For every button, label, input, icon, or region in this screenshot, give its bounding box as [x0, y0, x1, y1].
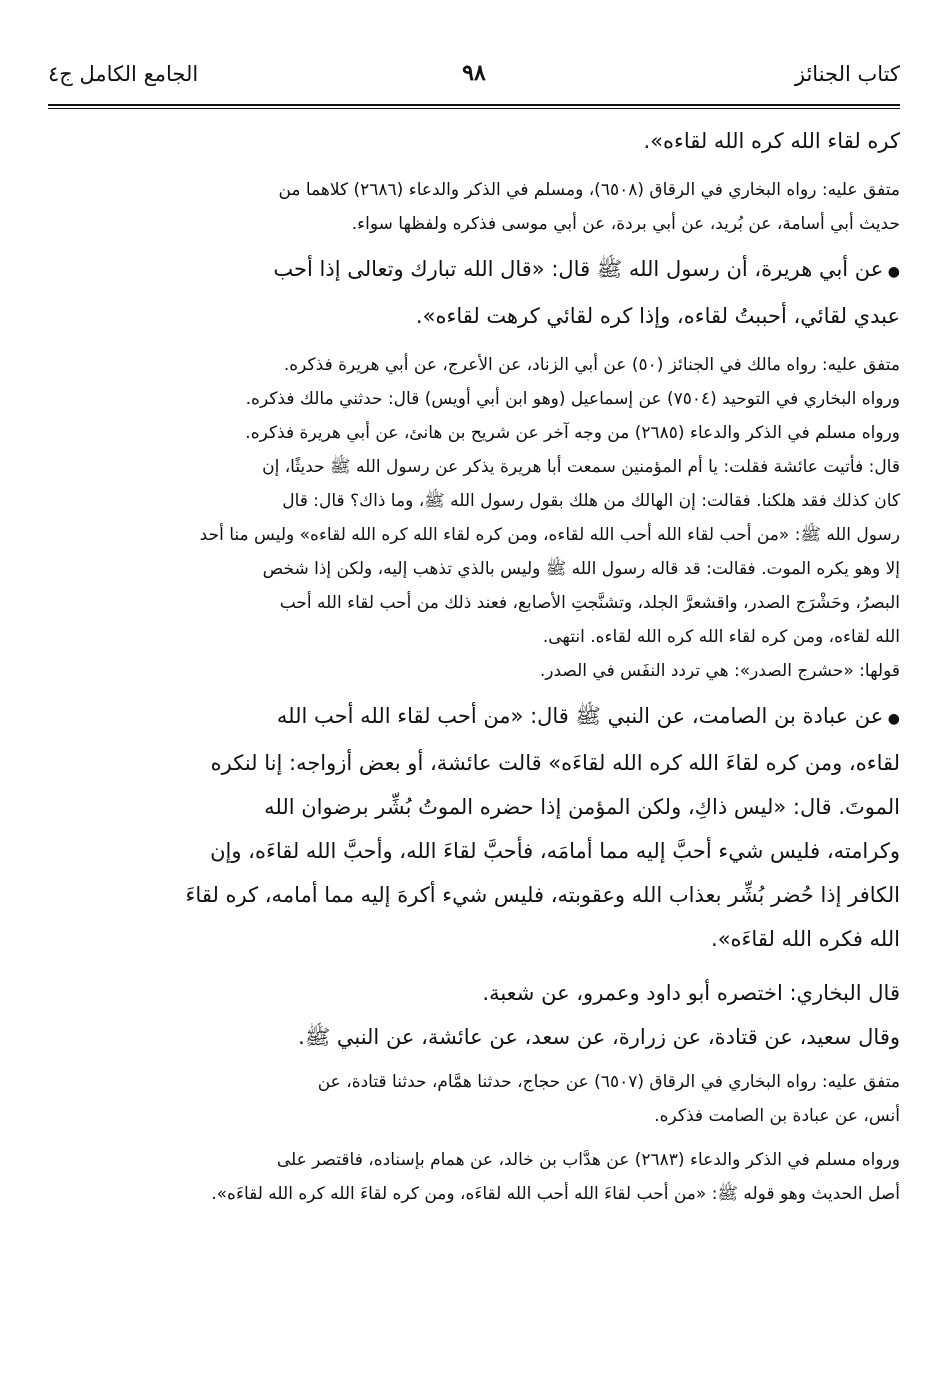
text-line: كان كذلك فقد هلكنا. فقالت: إن الهالك من هلك بقول رسول الله ﷺ، وما ذاك؟ قال: قال [282, 491, 900, 511]
text-line: متفق عليه: رواه مالك في الجنائز (٥٠) عن أبي الزناد، عن الأعرج، عن أبي هريرة فذكره. [283, 355, 900, 375]
book-title: الجامع الكامل ج٤ [48, 62, 199, 86]
text-line: الله لقاءه، ومن كره لقاء الله كره الله لقاءه. انتهى. [542, 627, 900, 647]
text-line: قولها: «حشرج الصدر»: هي تردد النفَس في الصدر. [539, 661, 900, 681]
text-line: قال البخاري: اختصره أبو داود وعمرو، عن شعبة. [482, 981, 900, 1005]
page-body [48, 119, 900, 1211]
running-header [48, 52, 900, 102]
text-line: قال: فأتيت عائشة فقلت: يا أم المؤمنين سمعت أبا هريرة يذكر عن رسول الله ﷺ حديثًا، إن [262, 457, 900, 477]
chapter-title: كتاب الجنائز [794, 62, 900, 86]
page-number: ٩٨ [462, 60, 486, 86]
text-line: عبدي لقائي، أحببتُ لقاءه، وإذا كره لقائي كرهت لقاءه». [415, 304, 900, 328]
text-line: وقال سعيد، عن قتادة، عن زرارة، عن سعد، عن عائشة، عن النبي ﷺ. [298, 1025, 900, 1049]
text-line: الموتَ. قال: «ليس ذاكِ، ولكن المؤمن إذا حضره الموتُ بُشِّر برضوان الله [264, 795, 900, 819]
text-line: أنس، عن عبادة بن الصامت فذكره. [654, 1106, 900, 1126]
text-paragraph [48, 694, 900, 961]
text-line: أصل الحديث وهو قوله ﷺ: «من أحب لقاءَ الله أحب الله لقاءَه، ومن كره لقاءَ الله كره الله لقاءَه». [211, 1184, 900, 1204]
text-line: كره لقاء الله كره الله لقاءه». [643, 129, 900, 153]
footnote-paragraph [48, 348, 900, 688]
text-line: البصرُ، وحَشْرَج الصدر، واقشعرَّ الجلد، وتشنَّجتِ الأصابع، فعند ذلك من أحب لقاء الله أحب [279, 593, 900, 613]
text-line: ● عن أبي هريرة، أن رسول الله ﷺ قال: «قال الله تبارك وتعالى إذا أحب [48, 247, 900, 294]
text-line: الله فكره الله لقاءَه». [711, 927, 900, 951]
text-line: ● عن عبادة بن الصامت، عن النبي ﷺ قال: «من أحب لقاء الله أحب الله [48, 694, 900, 741]
text-line: الكافر إذا حُضر بُشِّر بعذاب الله وعقوبته، فليس شيء أكرهَ إليه مما أمامه، كره لقاءَ [185, 883, 900, 907]
footnote-paragraph [48, 1143, 900, 1211]
text-line: رسول الله ﷺ: «من أحب لقاء الله أحب الله لقاءه، ومن كره لقاء الله كره الله لقاءه» وليس منا أحد [199, 525, 900, 545]
text-line: ورواه مسلم في الذكر والدعاء (٢٦٨٣) عن هدَّاب بن خالد، عن همام بإسناده، فاقتصر على [276, 1150, 900, 1170]
text-paragraph [48, 247, 900, 338]
text-paragraph [48, 119, 900, 163]
text-line: وكرامته، فليس شيء أحبَّ إليه مما أمامَه، فأحبَّ لقاءَ الله، وأحبَّ الله لقاءَه، وإن [210, 839, 900, 863]
text-paragraph [48, 971, 900, 1059]
text-line: ورواه البخاري في التوحيد (٧٥٠٤) عن إسماعيل (وهو ابن أبي أويس) قال: حدثني مالك فذكره. [245, 389, 900, 409]
header-rule [48, 104, 900, 109]
book-page [48, 52, 900, 1211]
text-line: لقاءه، ومن كره لقاءَ الله كره الله لقاءَه» قالت عائشة، أو بعض أزواجه: إنا لنكره [210, 751, 900, 775]
text-line: متفق عليه: رواه البخاري في الرقاق (٦٥٠٧) عن حجاج، حدثنا همَّام، حدثنا قتادة، عن [317, 1072, 900, 1092]
text-line: إلا وهو يكره الموت. فقالت: قد قاله رسول الله ﷺ وليس بالذي تذهب إليه، ولكن إذا شخص [262, 559, 900, 579]
footnote-paragraph [48, 1065, 900, 1133]
text-line: ورواه مسلم في الذكر والدعاء (٢٦٨٥) من وجه آخر عن شريح بن هانئ، عن أبي هريرة فذكره. [245, 423, 900, 443]
text-line: متفق عليه: رواه البخاري في الرقاق (٦٥٠٨)، ومسلم في الذكر والدعاء (٢٦٨٦) كلاهما من [278, 180, 900, 200]
footnote-paragraph [48, 173, 900, 241]
text-line: حديث أبي أسامة، عن بُريد، عن أبي بردة، عن أبي موسى فذكره ولفظها سواء. [351, 214, 900, 234]
